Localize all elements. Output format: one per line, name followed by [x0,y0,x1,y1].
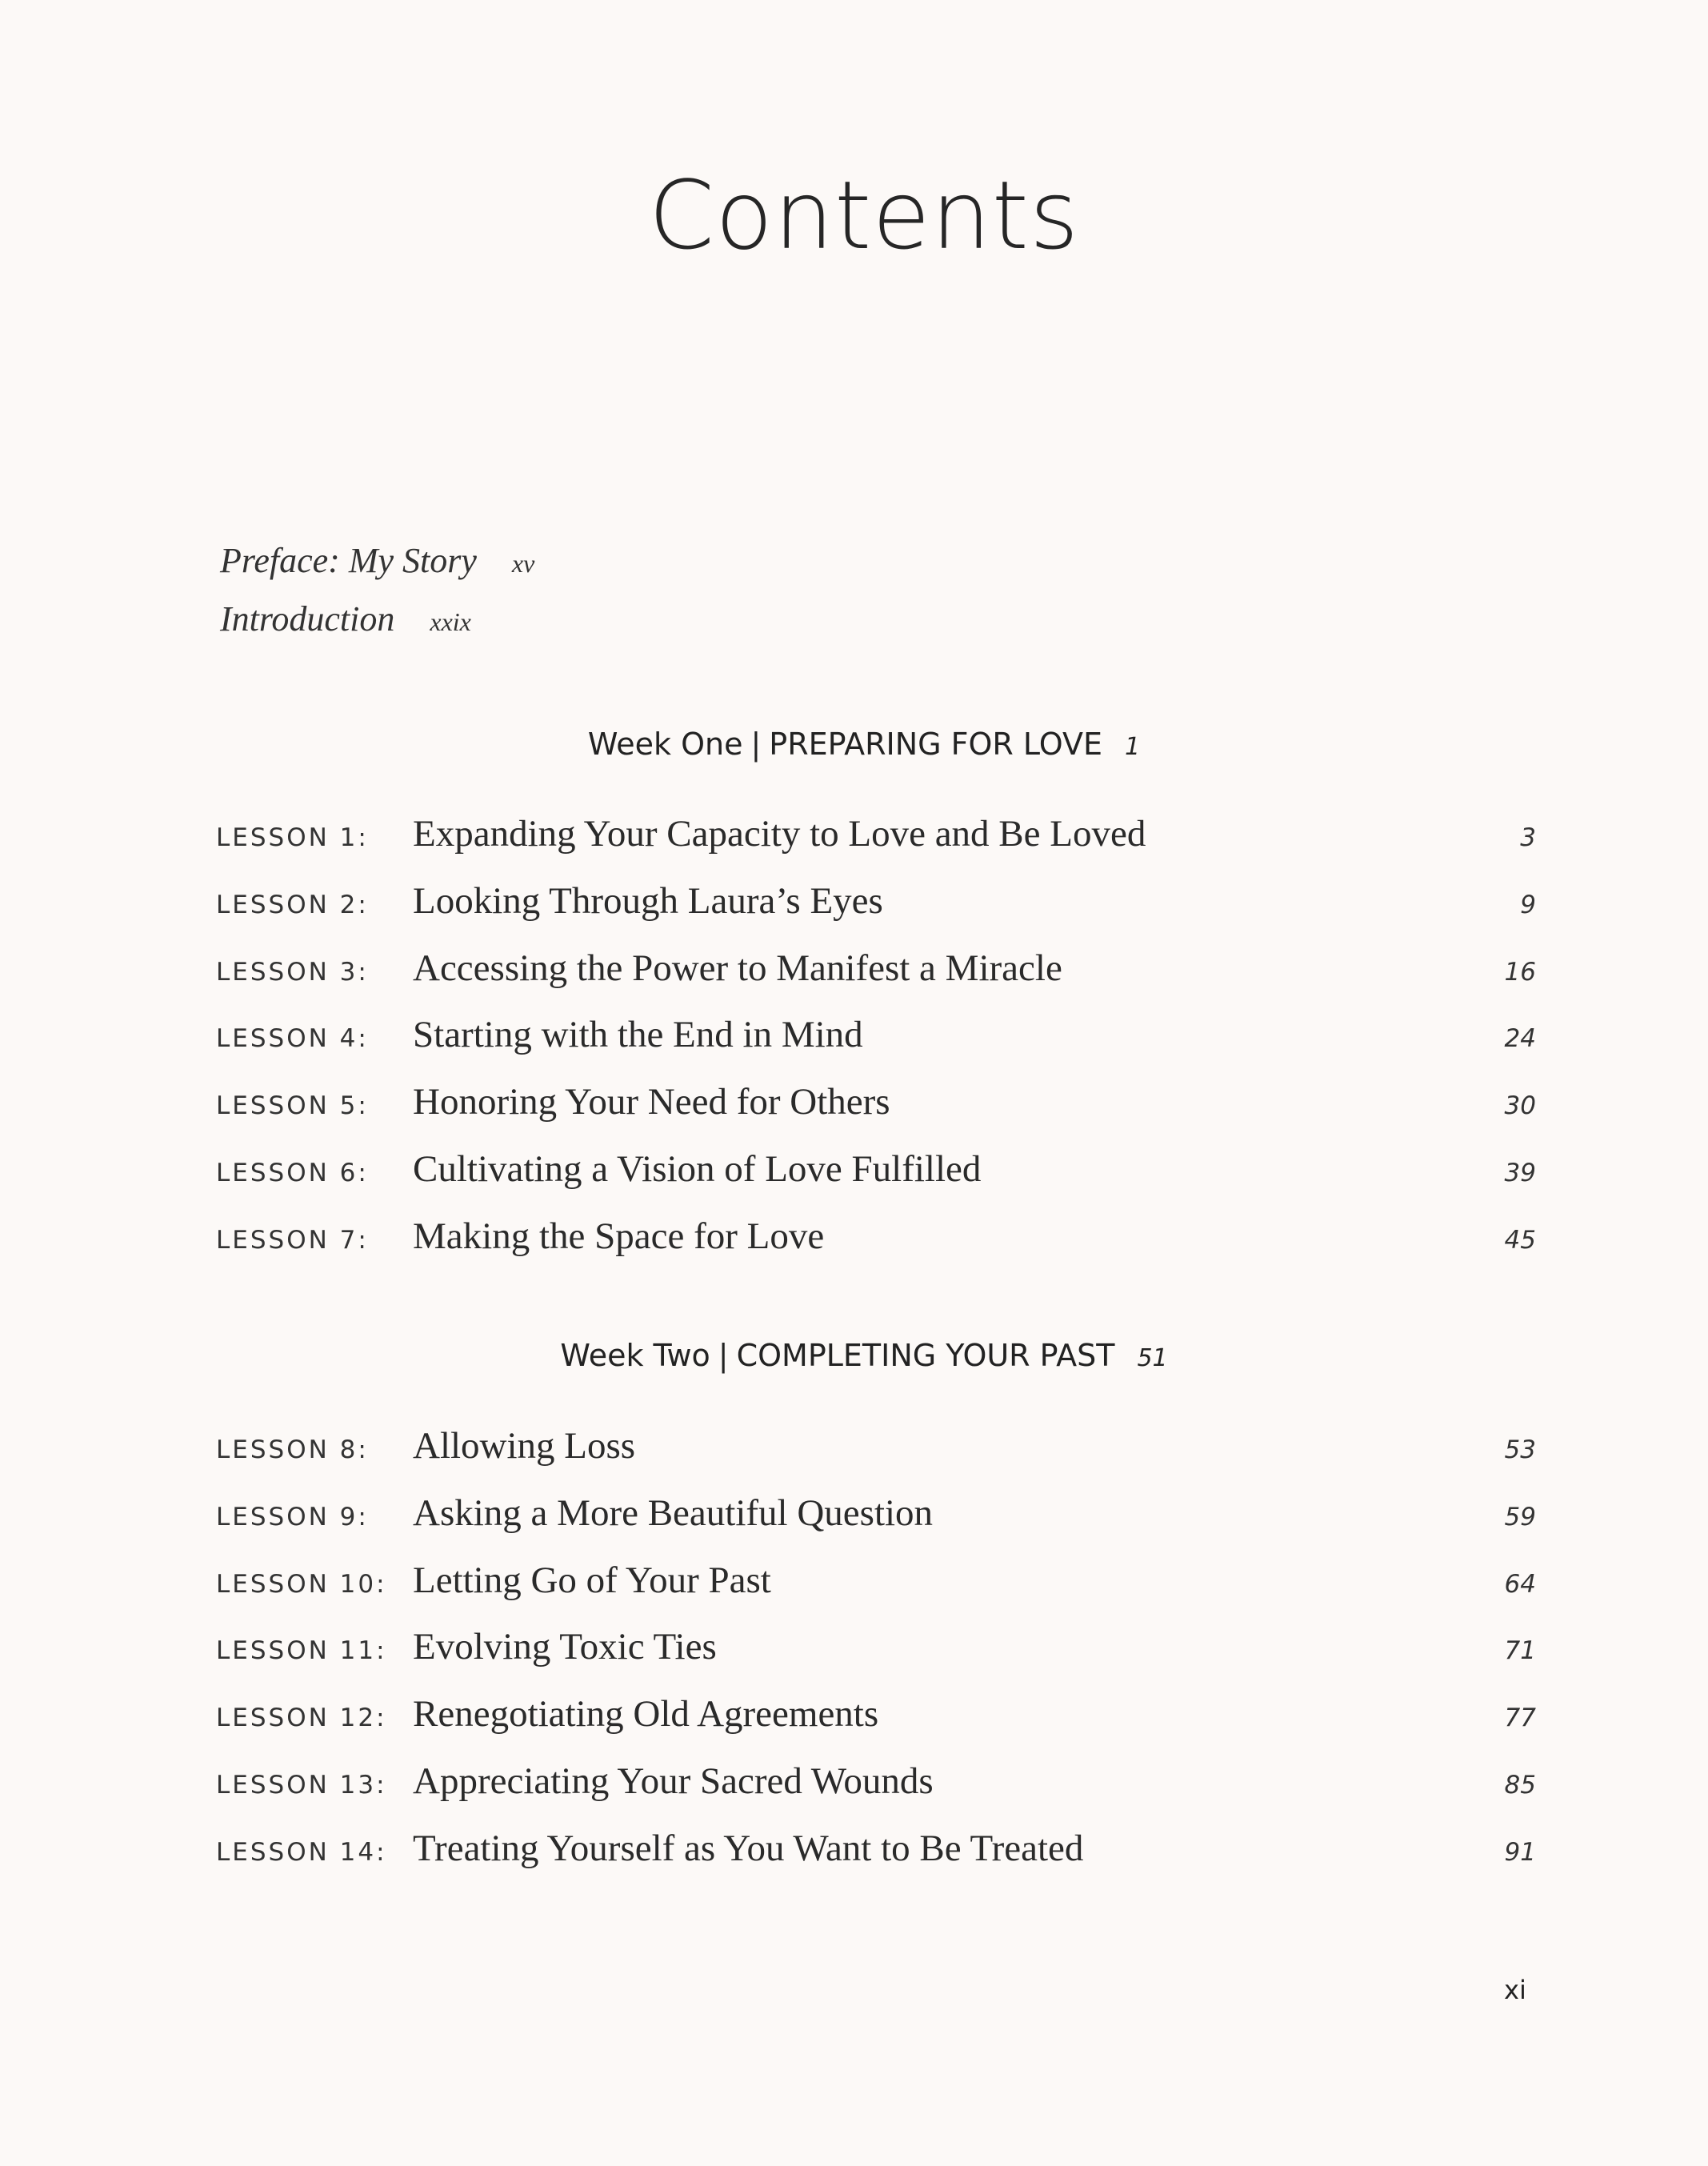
lesson-title: Allowing Loss [413,1425,636,1467]
lesson-page: 91 [1504,1837,1536,1867]
lesson-title: Expanding Your Capacity to Love and Be Loved [413,813,1146,855]
toc-lesson-row [216,947,1536,995]
lesson-label: LESSON 2: [216,890,369,919]
lesson-page: 30 [1504,1091,1536,1121]
lesson-page: 16 [1504,957,1536,987]
lesson-title: Treating Yourself as You Want to Be Treated [413,1827,1084,1869]
lesson-label: LESSON 11: [216,1636,387,1666]
lesson-page: 53 [1504,1435,1536,1464]
lesson-label: LESSON 4: [216,1024,369,1054]
lesson-title: Letting Go of Your Past [413,1559,771,1601]
toc-lesson-row [216,1692,1536,1740]
toc-lesson-row [216,1424,1536,1472]
lesson-title: Asking a More Beautiful Question [413,1491,934,1534]
lesson-label: LESSON 9: [216,1502,369,1531]
lesson-title: Looking Through Laura’s Eyes [413,879,883,922]
lesson-label: LESSON 6: [216,1159,369,1187]
week-heading [0,1338,1708,1373]
lesson-page: 9 [1520,890,1536,919]
lesson-page: 71 [1504,1636,1536,1666]
lesson-title: Evolving Toxic Ties [413,1626,717,1668]
lesson-title: Renegotiating Old Agreements [413,1693,879,1736]
week-separator: | [750,727,762,762]
week-page: 51 [1137,1344,1168,1372]
lesson-label: LESSON 5: [216,1091,369,1121]
lesson-label: LESSON 14: [216,1837,387,1867]
lesson-title: Cultivating a Vision of Love Fulfilled [413,1148,982,1190]
week-name: Week Two [560,1338,710,1373]
lesson-label: LESSON 1: [216,823,369,852]
lesson-page: 39 [1504,1159,1536,1187]
toc-entry-preface [220,540,534,581]
entry-label: Introduction [220,599,395,639]
lesson-title: Making the Space for Love [413,1215,825,1257]
entry-page: xv [511,549,535,578]
lesson-title: Honoring Your Need for Others [413,1081,890,1123]
week-theme: PREPARING FOR LOVE [769,727,1102,762]
lesson-label: LESSON 12: [216,1704,387,1733]
week-separator: | [718,1338,729,1373]
lesson-page: 59 [1504,1502,1536,1531]
lesson-label: LESSON 13: [216,1771,387,1800]
toc-lesson-row [216,812,1536,860]
page-number: xi [1504,1975,1526,2005]
lesson-title: Starting with the End in Mind [413,1014,863,1056]
toc-lesson-row [216,1625,1536,1673]
toc-lesson-row [216,1760,1536,1808]
page-title: Contents [648,160,1080,270]
week-page: 1 [1124,733,1141,761]
week-theme: COMPLETING YOUR PAST [736,1338,1115,1373]
lesson-page: 77 [1504,1704,1536,1733]
toc-lesson-row [216,1559,1536,1607]
toc-lesson-row [216,1013,1536,1061]
toc-lesson-row [216,1080,1536,1128]
lesson-page: 85 [1504,1771,1536,1800]
toc-lesson-row [216,1147,1536,1195]
toc-entry-introduction [220,599,471,639]
toc-lesson-row [216,879,1536,927]
toc-lesson-row [216,1215,1536,1263]
lesson-label: LESSON 3: [216,957,369,987]
lesson-page: 64 [1504,1569,1536,1599]
lesson-page: 24 [1504,1024,1536,1054]
toc-lesson-row [216,1827,1536,1875]
entry-label: Preface: My Story [220,541,477,580]
lesson-label: LESSON 7: [216,1225,369,1255]
lesson-page: 3 [1520,823,1536,852]
lesson-page: 45 [1504,1225,1536,1255]
lesson-label: LESSON 10: [216,1569,387,1599]
week-name: Week One [587,727,743,762]
week-heading [0,727,1708,762]
toc-lesson-row [216,1491,1536,1539]
lesson-title: Appreciating Your Sacred Wounds [413,1760,934,1802]
entry-page: xxix [430,607,471,636]
lesson-label: LESSON 8: [216,1435,369,1464]
lesson-title: Accessing the Power to Manifest a Miracle [413,947,1062,989]
